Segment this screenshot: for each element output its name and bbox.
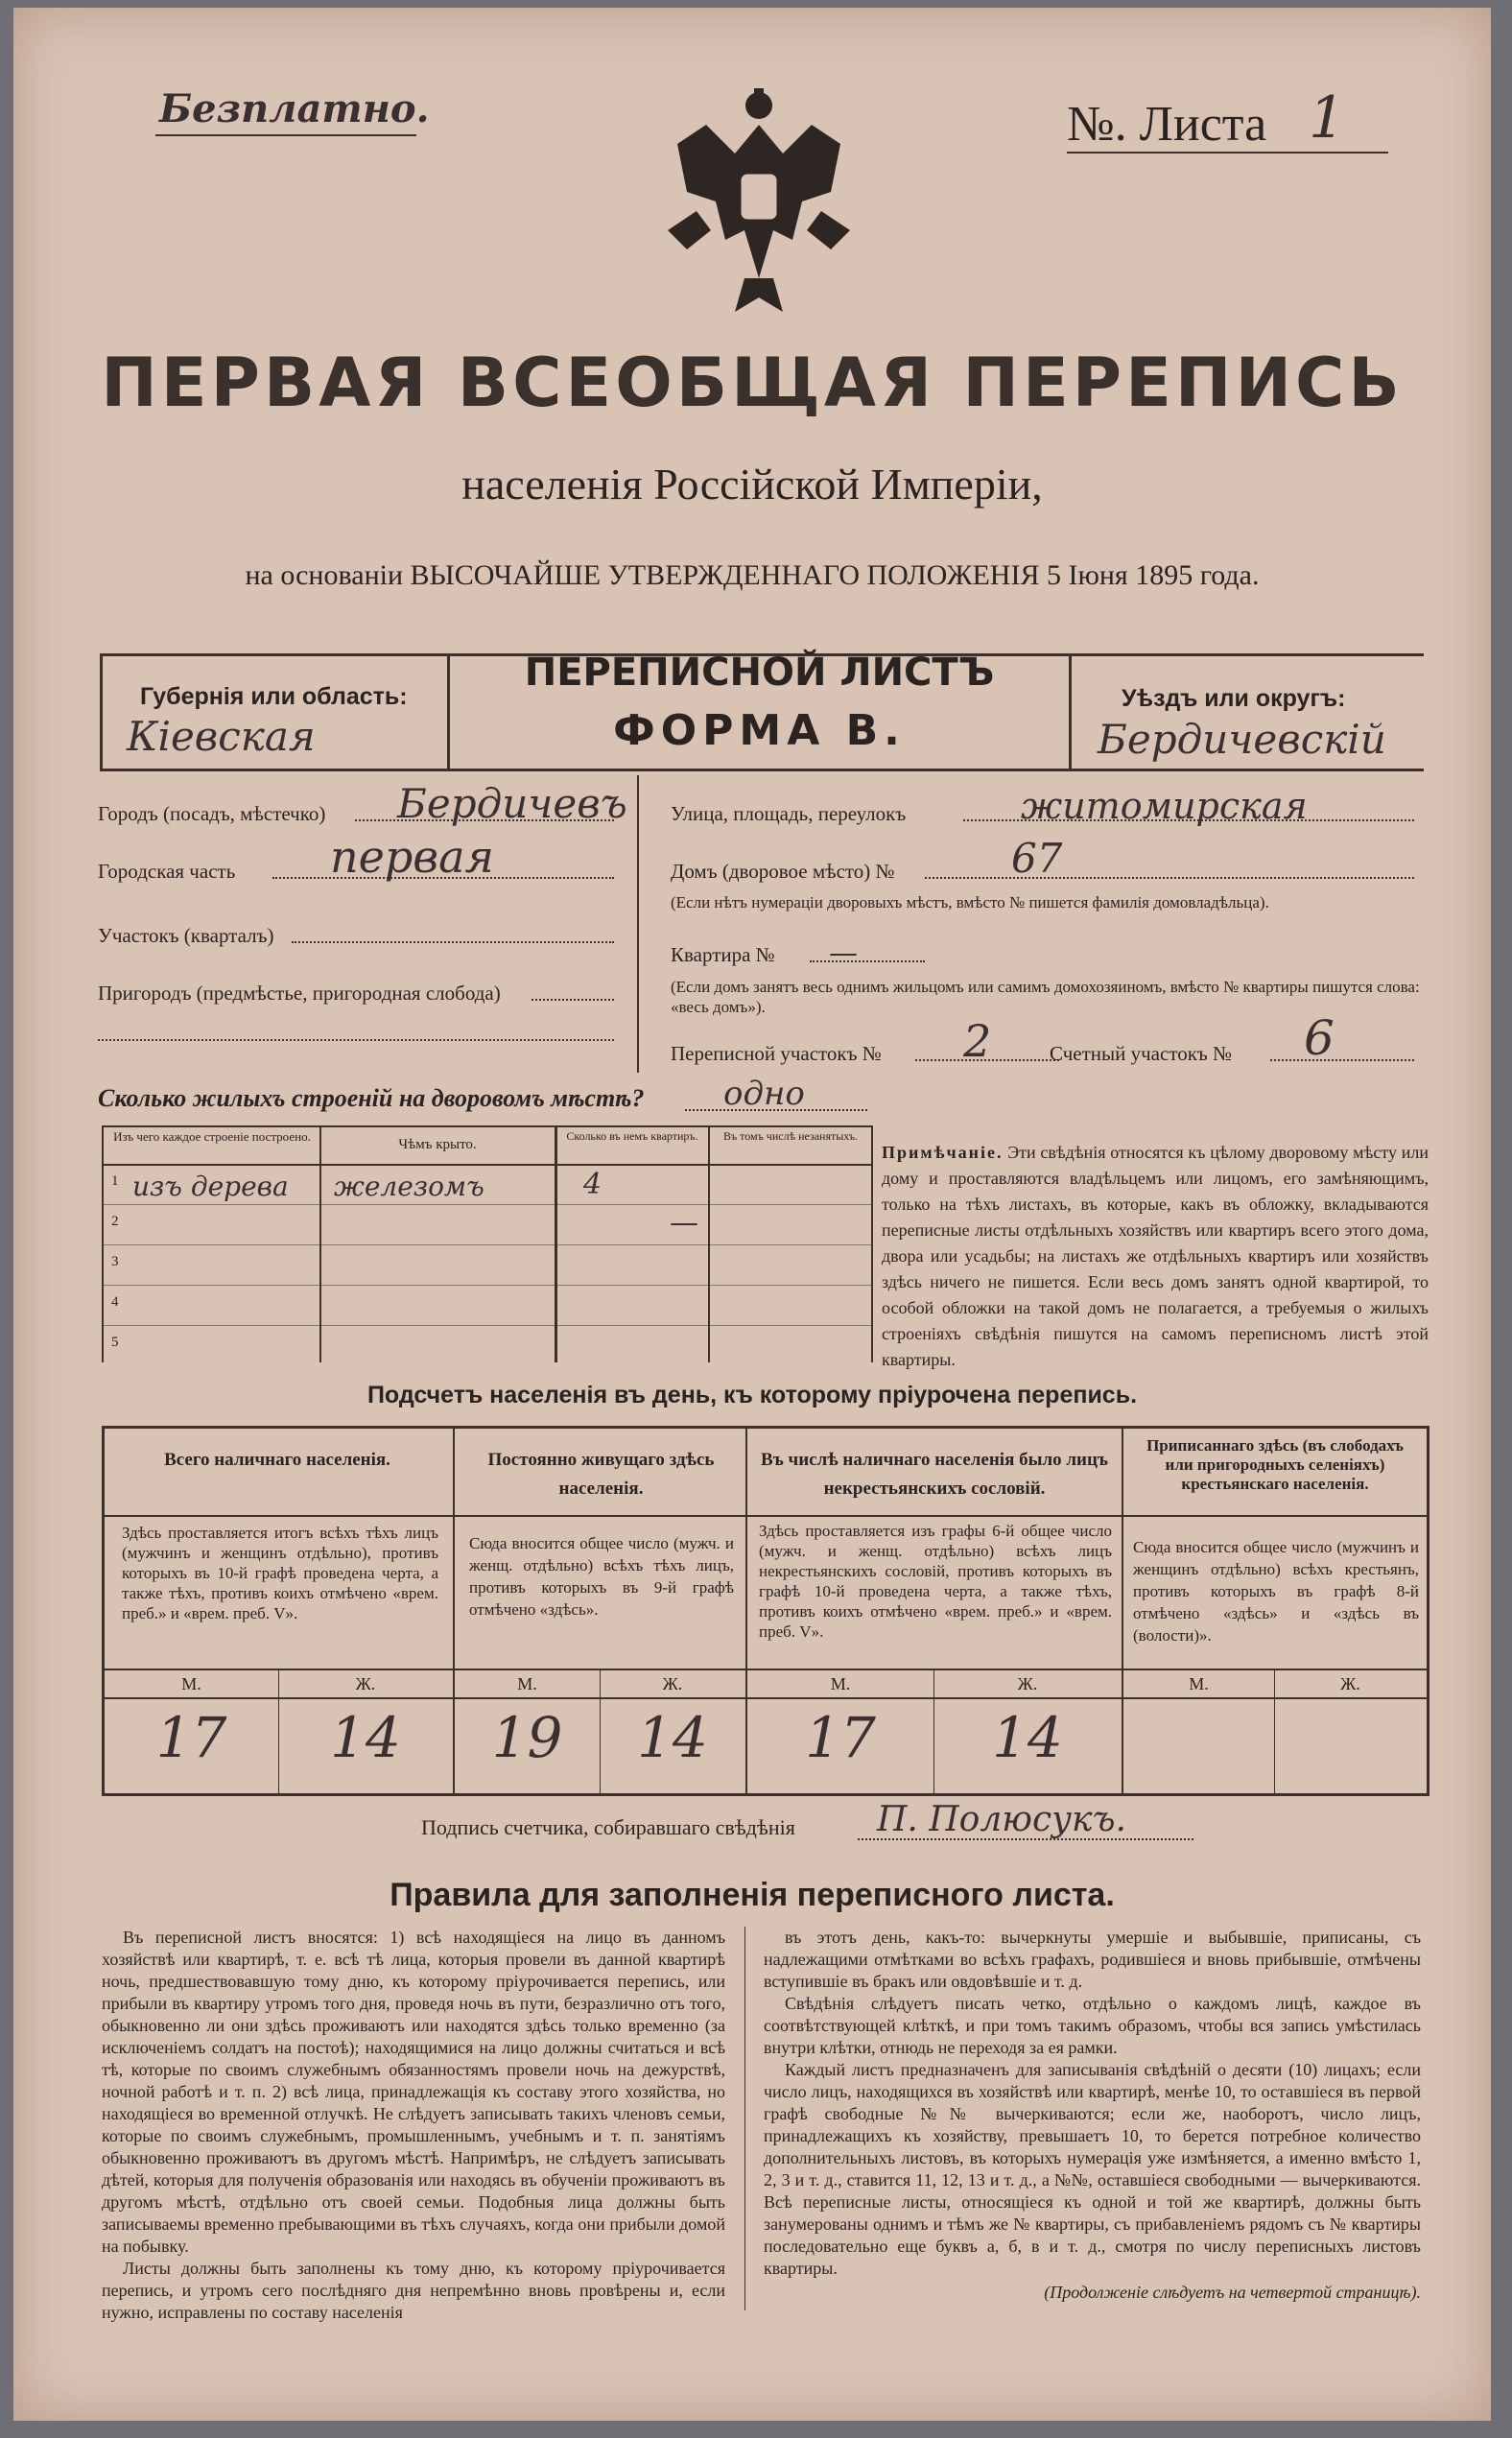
census-area-value: 2 bbox=[963, 1015, 992, 1067]
rules-paragraph: Каждый листъ предназначенъ для записыванія свѣдѣній о десяти (10) лицахъ; если число лицъ, находящихся въ хозяйствѣ или квартирѣ, менѣе 10, то оставшіеся въ первой графѣ свободные №№ вычеркиваются; если же, наоборотъ, число лицъ, принадлежащихъ къ хозяйству, превышаетъ 10, то берется потребное количество дополнительныхъ листовъ, въ которыхъ нумерація уже измѣняется, а именно вмѣсто 1, 2, 3 и т. д., ставится 11, 12, 13 и т. д., а №№, оставшіеся свободными — вычеркиваются. Всѣ переписные листы, относящіеся къ одной и той же квартирѣ, должны быть занумерованы однимъ и тѣмъ же № квартиры, съ прибавленіемъ рядомъ съ № квартиры последовательно еще буквъ а, б, в и т. д., смотря по числу переписныхъ листовъ квартиры. bbox=[764, 2060, 1421, 2278]
population-col-desc: Здѣсь проставляется изъ графы 6-й общее число (мужч. и женщ. отдѣльно) всѣхъ лицъ некрестьянскихъ сословій, противъ которыхъ въ графѣ 10-й проведена черта, а также тѣхъ, противъ коихъ отмѣчено «врем. преб.» и «врем. преб. V». bbox=[759, 1522, 1112, 1641]
apartment-value: — bbox=[829, 936, 858, 970]
population-col-desc: Сюда вносится общее число (мужч. и женщ. отдѣльно) всѣхъ тѣхъ лицъ, противъ которыхъ въ 9-й графѣ отмѣчено «здѣсь». bbox=[469, 1534, 734, 1619]
signature-value: П. Полюсукъ. bbox=[877, 1800, 1126, 1839]
buildings-row-roof: железомъ bbox=[334, 1171, 484, 1202]
note-text: Эти свѣдѣнія относятся къ цѣлому дворовому мѣсту или дому и проставляются владѣльцемъ или лицомъ, его замѣняющимъ, только на тѣхъ листахъ, въ которые, какъ въ обложку, вкладываются переписные листы отдѣльныхъ хозяйствъ или квартиръ всего этого дома, двора или усадьбы; на листахъ же отдѣльныхъ квартиръ или хозяйствъ здѣсь ничего не пишется. Если весь домъ занятъ одной квартирой, то особой обложки на такой домъ не полагается, а требуемыя о жилыхъ строеніяхъ свѣдѣнія пишутся на самомъ переписномъ листѣ этой квартиры. bbox=[882, 1143, 1429, 1369]
uezd-value: Бердичевскiй bbox=[1098, 716, 1386, 763]
apartment-label: Квартира № bbox=[671, 943, 775, 966]
population-female-value: 14 bbox=[637, 1705, 708, 1770]
double-headed-eagle-icon bbox=[658, 86, 860, 317]
rules-paragraph: Листы должны быть заполнены къ тому дню, къ которому пріурочивается перепись, и утромъ сего послѣдняго дня непремѣнно вновь провѣрены и, если нужно, исправлены по составу населенія bbox=[102, 2259, 725, 2322]
buildings-header-apartments: Сколько въ немъ квартиръ. bbox=[566, 1129, 698, 1143]
house-note: (Если нѣтъ нумераціи дворовыхъ мѣстъ, вмѣсто № пишется фамилія домовладѣльца). bbox=[671, 893, 1269, 911]
legal-basis: на основаніи ВЫСОЧАЙШЕ УТВЕРЖДЕННАГО ПОЛОЖЕНІЯ 5 Іюня 1895 года. bbox=[245, 559, 1260, 591]
street-label: Улица, площадь, переулокъ bbox=[671, 802, 907, 825]
buildings-row-number: 4 bbox=[111, 1294, 119, 1310]
free-label: Безплатно. bbox=[159, 86, 430, 131]
population-col-desc: Здѣсь проставляется итогъ всѣхъ тѣхъ лицъ (мужчинъ и женщинъ отдѣльно), противъ которыхъ въ 10-й графѣ проведена черта, а также тѣхъ, противъ коихъ отмѣчено «врем. преб.» и «врем. преб. V». bbox=[122, 1524, 438, 1622]
gubernia-value: Кiевская bbox=[127, 713, 316, 760]
population-col-head: Постоянно живущаго здѣсь населенія. bbox=[487, 1450, 715, 1499]
buildings-row-apartments: — bbox=[670, 1206, 698, 1240]
city-value: Бердичевъ bbox=[397, 780, 627, 827]
female-label: Ж. bbox=[1340, 1674, 1360, 1693]
population-col-head: Въ числѣ наличнаго населенія было лицъ некрестьянскихъ сословій. bbox=[761, 1450, 1108, 1499]
buildings-header-roof: Чѣмъ крыто. bbox=[398, 1137, 477, 1152]
page-subtitle: населенія Россійской Имперіи, bbox=[461, 460, 1043, 509]
buildings-header-vacant: Въ томъ числѣ незанятыхъ. bbox=[722, 1129, 859, 1143]
rules-column-left bbox=[102, 1927, 725, 2324]
population-col-desc: Сюда вносится общее число (мужчинъ и женщинъ отдѣльно) всѣхъ крестьянъ, противъ которыхъ въ графѣ 8-й отмѣчено «здѣсь» и «здѣсь въ (волости)». bbox=[1133, 1538, 1419, 1645]
rules-continued: (Продолженіе слѣдуетъ на четвертой страницѣ). bbox=[1044, 2283, 1421, 2302]
buildings-row-apartments: 4 bbox=[583, 1168, 602, 1201]
note-title: Примѣчаніе. bbox=[882, 1143, 1004, 1162]
census-area-label: Переписной участокъ № bbox=[671, 1042, 882, 1065]
census-sheet bbox=[13, 8, 1491, 2421]
population-col-head: Приписаннаго здѣсь (въ слободахъ или пригородныхъ селеніяхъ) крестьянскаго населенія. bbox=[1146, 1436, 1404, 1493]
rules-column-right bbox=[764, 1927, 1421, 2304]
street-value: житомирская bbox=[1021, 785, 1308, 827]
rules-paragraph: Въ переписной листъ вносятся: 1) всѣ находящіеся на лицо въ данномъ хозяйствѣ или квартирѣ, т. е. всѣ тѣ лица, которыя провели въ данной квартирѣ ночь, предшествовавшую тому дню, къ которому пріурочивается перепись, или прибыли въ квартиру утромъ того дня, проведя ночь въ пути, безразлично отъ того, обыкновенно ли они здѣсь проживаютъ или находятся здѣсь только временно (за исключеніемъ солдатъ на постоѣ); находящимися на лицо должны считаться и всѣ тѣ, которые по своимъ служебнымъ обязанностямъ провели ночь на дежурствѣ, ночной работѣ и т. п. 2) всѣ лица, принадлежащія къ составу этого хозяйства, но находящіеся во временной отлучкѣ. Не слѣдуетъ записывать такихъ членовъ семьи, которые по своимъ служебнымъ, промышленнымъ, учебнымъ и т. п. занятіямъ обыкновенно проживаютъ въ другомъ мѣстѣ. Напримѣръ, не слѣдуетъ записывать дѣтей, которыя для полученія образованія или находясь въ обученіи проживаютъ въ другомъ мѣстѣ, отдѣльно отъ своей семьи. Подобныя лица должны быть записываемы временно пребывающими въ тѣхъ случаяхъ, когда они прибыли домой на побывку. bbox=[102, 1928, 725, 2256]
buildings-table bbox=[102, 1125, 873, 1362]
male-label: М. bbox=[181, 1674, 201, 1693]
count-area-label: Счетный участокъ № bbox=[1050, 1042, 1233, 1065]
female-label: Ж. bbox=[1017, 1674, 1038, 1693]
population-title: Подсчетъ населенія въ день, къ которому пріурочена перепись. bbox=[366, 1382, 1138, 1408]
uezd-label: Уѣздъ или округъ: bbox=[1122, 685, 1346, 712]
suburb-label: Пригородъ (предмѣстье, пригородная слобода) bbox=[98, 982, 501, 1005]
population-male-value: 19 bbox=[491, 1705, 563, 1770]
population-col-head: Всего наличнаго населенія. bbox=[164, 1450, 390, 1470]
buildings-note bbox=[882, 1140, 1429, 1373]
count-area-value: 6 bbox=[1304, 1010, 1335, 1066]
rules-paragraph: въ этотъ день, какъ-то: вычеркнуты умершіе и выбывшіе, приписаны, съ надлежащими отмѣтками во всѣхъ графахъ, родившіеся и вновь прибывшіе, отмѣчены вступившіе въ бракъ или овдовѣвшіе и т. д. bbox=[764, 1928, 1421, 1991]
population-male-value: 17 bbox=[155, 1705, 227, 1770]
signature-label: Подпись счетчика, собиравшаго свѣдѣнія bbox=[421, 1815, 795, 1839]
form-title: ПЕРЕПИСНОЙ ЛИСТЪ bbox=[524, 651, 995, 695]
female-label: Ж. bbox=[355, 1674, 376, 1693]
buildings-row-number: 3 bbox=[111, 1254, 119, 1269]
buildings-question: Сколько жилыхъ строеній на дворовомъ мѣстѣ? bbox=[98, 1084, 645, 1112]
gubernia-label: Губернія или область: bbox=[140, 683, 408, 710]
buildings-row-number: 1 bbox=[111, 1173, 119, 1189]
population-female-value: 14 bbox=[992, 1705, 1063, 1770]
city-part-label: Городская часть bbox=[98, 860, 236, 883]
female-label: Ж. bbox=[662, 1674, 683, 1693]
buildings-row-material: изъ дерева bbox=[132, 1171, 289, 1202]
house-value: 67 bbox=[1011, 835, 1063, 882]
population-male-value: 17 bbox=[805, 1705, 876, 1770]
sheet-number-value: 1 bbox=[1309, 84, 1346, 152]
page-title: ПЕРВАЯ ВСЕОБЩАЯ ПЕРЕПИСЬ bbox=[101, 343, 1404, 422]
city-label: Городъ (посадъ, мѣстечко) bbox=[98, 802, 326, 825]
house-label: Домъ (дворовое мѣсто) № bbox=[671, 860, 895, 883]
male-label: М. bbox=[517, 1674, 537, 1693]
buildings-header-material: Изъ чего каждое строеніе построено. bbox=[113, 1129, 311, 1144]
buildings-answer: одно bbox=[723, 1075, 805, 1113]
apartment-note: (Если домъ занятъ весь однимъ жильцомъ или самимъ домохозяиномъ, вмѣсто № квартиры пишутся слова: «весь домъ»). bbox=[671, 978, 1420, 1016]
male-label: М. bbox=[1189, 1674, 1209, 1693]
population-female-value: 14 bbox=[330, 1705, 401, 1770]
city-part-value: первая bbox=[330, 831, 494, 883]
form-code: ФОРМА В. bbox=[613, 706, 906, 755]
rules-title: Правила для заполненія переписного листа. bbox=[390, 1877, 1115, 1913]
district-label: Участокъ (кварталъ) bbox=[98, 924, 274, 947]
male-label: М. bbox=[830, 1674, 851, 1693]
population-table bbox=[102, 1426, 1429, 1796]
buildings-row-number: 2 bbox=[111, 1214, 119, 1229]
sheet-number-label: №. Листа bbox=[1067, 97, 1267, 152]
rules-paragraph: Свѣдѣнія слѣдуетъ писать четко, отдѣльно о каждомъ лицѣ, каждое въ соотвѣтствующей клѣткѣ, и при томъ такимъ образомъ, чтобы вся запись умѣстилась внутри клѣтки, отнюдь не переходя за ея рамки. bbox=[764, 1994, 1421, 2057]
buildings-row-number: 5 bbox=[111, 1335, 119, 1350]
